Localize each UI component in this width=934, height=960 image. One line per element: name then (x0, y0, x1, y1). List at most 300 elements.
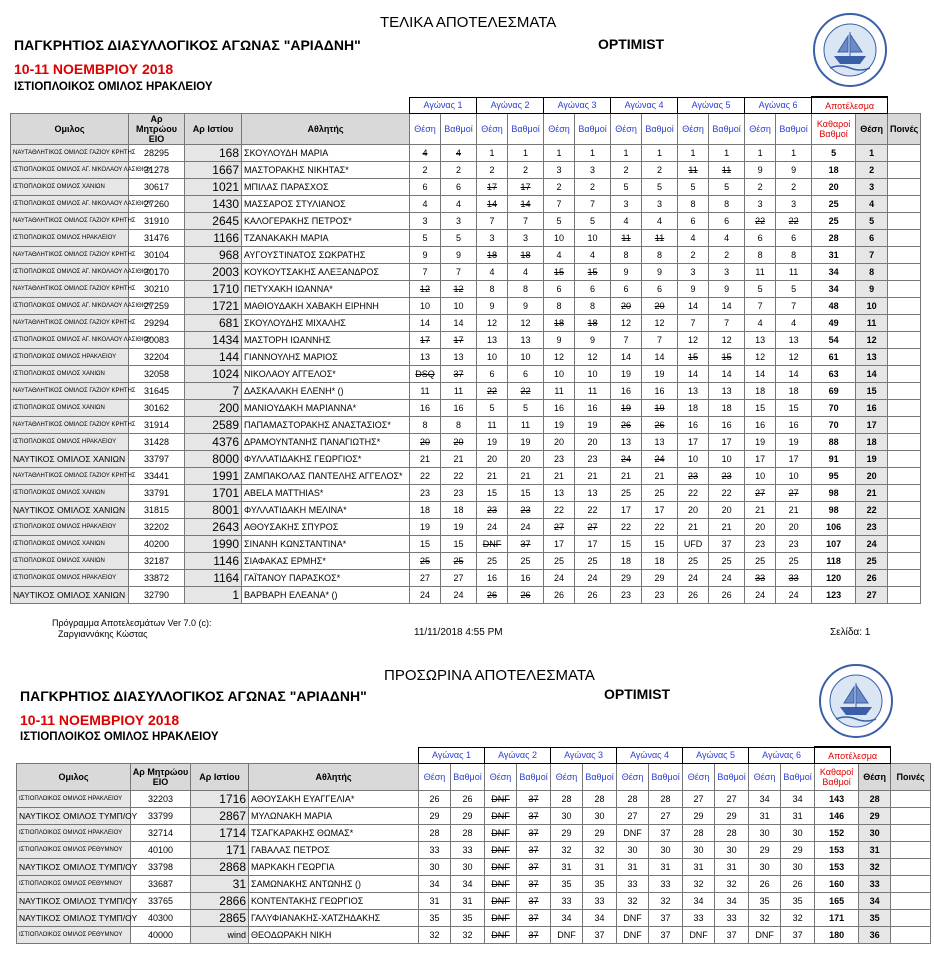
cell-race-place: 10 (410, 298, 441, 315)
cell-race-points: 26 (709, 587, 745, 604)
cell-race-points: 27 (575, 519, 611, 536)
cell-race-place: 6 (611, 281, 642, 298)
cell-penalties (888, 485, 921, 502)
cell-race-points: 24 (642, 451, 678, 468)
cell-race-points: 35 (583, 876, 617, 893)
cell-athlete: ΣΚΟΥΛΟΥΔΗ ΜΑΡΙΑ (242, 145, 410, 162)
cell-net: 48 (812, 298, 856, 315)
cell-race-points: 32 (583, 842, 617, 859)
cell-race-points: 7 (642, 332, 678, 349)
cell-race-points: 19 (508, 434, 544, 451)
cell-race-place: 3 (611, 196, 642, 213)
cell-race-points: 6 (642, 281, 678, 298)
cell-reg: 30162 (129, 400, 185, 417)
cell-race-points: 10 (776, 468, 812, 485)
cell-race-place: 12 (611, 315, 642, 332)
cell-race-place: 32 (683, 876, 715, 893)
cell-race-points: 29 (451, 808, 485, 825)
cell-club: ΙΣΤΙΟΠΛΟΙΚΟΣ ΟΜΙΛΟΣ ΡΕΘΥΜΝΟΥ (17, 876, 131, 893)
cell-race-points: 1 (776, 145, 812, 162)
cell-race-place: 3 (410, 213, 441, 230)
table-row (11, 468, 921, 485)
cell-race-points: 30 (583, 808, 617, 825)
table-row (17, 808, 931, 825)
cell-athlete: ΚΟΥΚΟΥΤΣΑΚΗΣ ΑΛΕΞΑΝΔΡΟΣ (242, 264, 410, 281)
cell-race-place: 11 (745, 264, 776, 281)
cell-race-points: 30 (451, 859, 485, 876)
cell-race-place: 27 (617, 808, 649, 825)
cell-race-place: 12 (410, 281, 441, 298)
cell-race-place: DSQ (410, 366, 441, 383)
cell-race-place: 5 (745, 281, 776, 298)
cell-sail: 2866 (191, 893, 249, 910)
cell-race-points: 19 (776, 434, 812, 451)
race-header: Αγώνας 5 (678, 97, 745, 114)
cell-race-place: 9 (410, 247, 441, 264)
cell-race-points: 13 (776, 332, 812, 349)
cell-race-points: 31 (451, 893, 485, 910)
cell-race-place: 18 (611, 553, 642, 570)
cell-race-points: 14 (508, 196, 544, 213)
cell-final-place: 3 (856, 179, 888, 196)
cell-sail: 1667 (185, 162, 242, 179)
cell-penalties (888, 298, 921, 315)
cell-race-place: 32 (419, 927, 451, 944)
cell-race-place: 12 (745, 349, 776, 366)
cell-sail: 1434 (185, 332, 242, 349)
cell-penalties (888, 162, 921, 179)
cell-penalties (888, 145, 921, 162)
cell-race-points: 1 (575, 145, 611, 162)
cell-race-points: 25 (642, 485, 678, 502)
cell-race-points: 24 (508, 519, 544, 536)
cell-race-points: 18 (642, 553, 678, 570)
cell-race-place: 8 (745, 247, 776, 264)
table-row (11, 451, 921, 468)
cell-race-points: 37 (517, 927, 551, 944)
cell-race-points: 15 (441, 536, 477, 553)
table-row (17, 893, 931, 910)
cell-final-place: 10 (856, 298, 888, 315)
cell-race-place: 33 (745, 570, 776, 587)
cell-race-points: 11 (575, 383, 611, 400)
cell-race-place: 22 (678, 485, 709, 502)
cell-race-points: 37 (781, 927, 815, 944)
cell-club: ΙΣΤΙΟΠΛΟΙΚΟΣ ΟΜΙΛΟΣ ΡΕΘΥΜΝΟΥ (17, 842, 131, 859)
race-header: Αγώνας 1 (410, 97, 477, 114)
footer-program-version: Πρόγραμμα Αποτελεσμάτων Ver 7.0 (c): (52, 618, 212, 628)
cell-club: ΝΑΥΤΑΘΛΗΤΙΚΟΣ ΟΜΙΛΟΣ ΓΑΖΙΟΥ ΚΡΗΤΗΣ (11, 247, 129, 264)
cell-race-place: 4 (477, 264, 508, 281)
cell-penalties (888, 417, 921, 434)
cell-club: ΙΣΤΙΟΠΛΟΙΚΟΣ ΟΜΙΛΟΣ ΑΓ. ΝΙΚΟΛΑΟΥ ΛΑΣΙΘΙΟΥ (11, 298, 129, 315)
table-row (17, 842, 931, 859)
cell-athlete: ΜΑΣΤΟΡΑΚΗΣ ΝΙΚΗΤΑΣ* (242, 162, 410, 179)
cell-race-place: 12 (544, 349, 575, 366)
cell-race-place: 2 (611, 162, 642, 179)
cell-race-points: 11 (642, 230, 678, 247)
table-row (11, 570, 921, 587)
cell-club: ΝΑΥΤΑΘΛΗΤΙΚΟΣ ΟΜΙΛΟΣ ΓΑΖΙΟΥ ΚΡΗΤΗΣ (11, 315, 129, 332)
cell-race-place: 1 (745, 145, 776, 162)
cell-reg: 32187 (129, 553, 185, 570)
cell-penalties (891, 791, 931, 808)
cell-final-place: 22 (856, 502, 888, 519)
col-points: Βαθμοί (776, 114, 812, 145)
cell-race-place: 5 (544, 213, 575, 230)
cell-race-points: 30 (781, 859, 815, 876)
cell-reg: 31645 (129, 383, 185, 400)
cell-race-place: 27 (544, 519, 575, 536)
cell-race-points: 18 (441, 502, 477, 519)
cell-race-points: 4 (776, 315, 812, 332)
cell-net: 18 (812, 162, 856, 179)
cell-reg: 31910 (129, 213, 185, 230)
cell-race-place: 4 (410, 196, 441, 213)
cell-net: 5 (812, 145, 856, 162)
cell-race-place: 19 (477, 434, 508, 451)
cell-race-place: 8 (611, 247, 642, 264)
cell-race-points: 37 (649, 927, 683, 944)
cell-race-points: 15 (575, 264, 611, 281)
cell-race-points: 16 (642, 383, 678, 400)
cell-race-points: 7 (776, 298, 812, 315)
cell-race-points: 25 (441, 553, 477, 570)
col-place: Θέση (551, 764, 583, 791)
cell-athlete: ΜΑΣΤΟΡΗ ΙΩΑΝΝΗΣ (242, 332, 410, 349)
cell-penalties (888, 366, 921, 383)
cell-race-points: 33 (649, 876, 683, 893)
cell-race-place: 17 (745, 451, 776, 468)
cell-sail: 2589 (185, 417, 242, 434)
table-row (17, 927, 931, 944)
boat-class: OPTIMIST (598, 36, 665, 52)
cell-race-place: 16 (410, 400, 441, 417)
cell-race-points: 37 (517, 825, 551, 842)
cell-net: 91 (812, 451, 856, 468)
cell-race-place: 4 (678, 230, 709, 247)
cell-athlete: ΣΙΝΑΝΗ ΚΩΝΣΤΑΝΤΙΝΑ* (242, 536, 410, 553)
cell-race-place: 24 (544, 570, 575, 587)
cell-race-points: 32 (715, 876, 749, 893)
cell-race-points: 7 (508, 213, 544, 230)
cell-penalties (888, 230, 921, 247)
cell-race-points: 23 (508, 502, 544, 519)
cell-race-place: 32 (551, 842, 583, 859)
cell-sail: 2865 (191, 910, 249, 927)
cell-race-points: 17 (575, 536, 611, 553)
cell-final-place: 15 (856, 383, 888, 400)
race-header: Αγώνας 2 (485, 747, 551, 764)
cell-final-place: 17 (856, 417, 888, 434)
cell-race-place: 1 (477, 145, 508, 162)
cell-race-points: 37 (508, 536, 544, 553)
cell-race-place: 8 (477, 281, 508, 298)
table-row (17, 910, 931, 927)
cell-race-place: 3 (678, 264, 709, 281)
cell-final-place: 4 (856, 196, 888, 213)
cell-reg: 32058 (129, 366, 185, 383)
cell-sail: 968 (185, 247, 242, 264)
cell-race-points: 9 (508, 298, 544, 315)
race-header: Αγώνας 4 (611, 97, 678, 114)
cell-race-points: 37 (517, 910, 551, 927)
table-row (11, 281, 921, 298)
cell-race-place: 19 (410, 519, 441, 536)
footer-page: Σελίδα: 1 (830, 627, 871, 638)
cell-race-points: 4 (642, 213, 678, 230)
cell-final-place: 9 (856, 281, 888, 298)
cell-club: ΝΑΥΤΙΚΟΣ ΟΜΙΛΟΣ ΤΥΜΠ/ΟΥ (17, 808, 131, 825)
col-place: Θέση (410, 114, 441, 145)
cell-race-place: 7 (544, 196, 575, 213)
cell-race-place: 12 (678, 332, 709, 349)
cell-race-points: 4 (575, 247, 611, 264)
cell-race-points: 5 (441, 230, 477, 247)
cell-race-points: 30 (781, 825, 815, 842)
cell-final-place: 12 (856, 332, 888, 349)
cell-race-place: 25 (410, 553, 441, 570)
cell-sail: 1716 (191, 791, 249, 808)
cell-race-place: 30 (749, 859, 781, 876)
cell-race-place: 23 (544, 451, 575, 468)
cell-race-place: 26 (749, 876, 781, 893)
cell-race-points: 21 (709, 519, 745, 536)
cell-race-place: 19 (745, 434, 776, 451)
cell-race-place: 10 (745, 468, 776, 485)
cell-race-points: 37 (649, 825, 683, 842)
cell-race-points: 8 (709, 196, 745, 213)
cell-race-place: 18 (678, 400, 709, 417)
cell-final-place: 31 (859, 842, 891, 859)
cell-race-points: 3 (441, 213, 477, 230)
cell-race-points: 10 (441, 298, 477, 315)
cell-race-points: 25 (508, 553, 544, 570)
cell-race-place: DNF (485, 791, 517, 808)
cell-race-place: 2 (410, 162, 441, 179)
cell-race-place: 31 (749, 808, 781, 825)
cell-race-place: 15 (410, 536, 441, 553)
cell-race-points: 3 (776, 196, 812, 213)
cell-penalties (888, 400, 921, 417)
cell-race-points: 37 (517, 859, 551, 876)
cell-race-points: 28 (649, 791, 683, 808)
cell-race-points: 31 (715, 859, 749, 876)
cell-net: 118 (812, 553, 856, 570)
cell-race-points: 37 (517, 876, 551, 893)
cell-race-points: 34 (715, 893, 749, 910)
cell-race-place: 2 (477, 162, 508, 179)
cell-final-place: 16 (856, 400, 888, 417)
cell-race-points: 35 (781, 893, 815, 910)
cell-race-points: 17 (441, 332, 477, 349)
cell-race-points: 14 (776, 366, 812, 383)
cell-sail: 171 (191, 842, 249, 859)
cell-race-points: 18 (776, 383, 812, 400)
cell-race-place: DNF (485, 927, 517, 944)
cell-final-place: 33 (859, 876, 891, 893)
cell-race-points: 13 (441, 349, 477, 366)
col-penalties: Ποινές (891, 764, 931, 791)
cell-race-points: 6 (709, 213, 745, 230)
cell-race-points: 11 (441, 383, 477, 400)
cell-race-place: DNF (485, 893, 517, 910)
cell-reg: 33441 (129, 468, 185, 485)
event-title-2: ΠΑΓΚΡΗΤΙΟΣ ΔΙΑΣΥΛΛΟΓΙΚΟΣ ΑΓΩΝΑΣ "ΑΡΙΑΔΝΗ" (20, 688, 367, 704)
cell-club: ΝΑΥΤΑΘΛΗΤΙΚΟΣ ΟΜΙΛΟΣ ΓΑΖΙΟΥ ΚΡΗΤΗΣ (11, 468, 129, 485)
cell-reg: 32790 (129, 587, 185, 604)
cell-race-place: 16 (544, 400, 575, 417)
cell-race-place: 21 (544, 468, 575, 485)
cell-race-points: 16 (508, 570, 544, 587)
cell-reg: 40000 (131, 927, 191, 944)
cell-sail: 1430 (185, 196, 242, 213)
table-row (11, 553, 921, 570)
cell-sail: 1701 (185, 485, 242, 502)
cell-race-points: 37 (441, 366, 477, 383)
cell-race-place: 35 (419, 910, 451, 927)
cell-race-points: 7 (709, 315, 745, 332)
cell-race-place: 5 (410, 230, 441, 247)
cell-race-points: 17 (709, 434, 745, 451)
race-header: Αγώνας 1 (419, 747, 485, 764)
race-header-row (17, 747, 931, 764)
col-club: Ομιλος (11, 114, 129, 145)
cell-club: ΙΣΤΙΟΠΛΟΙΚΟΣ ΟΜΙΛΟΣ ΧΑΝΙΩΝ (11, 179, 129, 196)
cell-net: 34 (812, 264, 856, 281)
cell-club: ΝΑΥΤΙΚΟΣ ΟΜΙΛΟΣ ΧΑΝΙΩΝ (11, 451, 129, 468)
cell-final-place: 36 (859, 927, 891, 944)
result-header: Αποτέλεσμα (815, 747, 891, 764)
cell-reg: 27259 (129, 298, 185, 315)
cell-race-place: 9 (678, 281, 709, 298)
cell-sail: 2868 (191, 859, 249, 876)
cell-club: ΙΣΤΙΟΠΛΟΙΚΟΣ ΟΜΙΛΟΣ ΗΡΑΚΛΕΙΟΥ (11, 434, 129, 451)
cell-race-points: 18 (575, 315, 611, 332)
cell-race-place: 30 (551, 808, 583, 825)
cell-penalties (888, 196, 921, 213)
cell-race-place: 10 (477, 349, 508, 366)
cell-race-points: 24 (776, 587, 812, 604)
cell-race-points: 27 (776, 485, 812, 502)
cell-race-points: 27 (715, 791, 749, 808)
cell-race-place: 20 (611, 298, 642, 315)
cell-race-place: 29 (611, 570, 642, 587)
organizer: ΙΣΤΙΟΠΛΟΙΚΟΣ ΟΜΙΛΟΣ ΗΡΑΚΛΕΙΟΥ (14, 81, 213, 93)
cell-sail: 144 (185, 349, 242, 366)
cell-athlete: ΓΑΪΤΑΝΟΥ ΠΑΡΑΣΚΟΣ* (242, 570, 410, 587)
cell-race-points: 34 (451, 876, 485, 893)
cell-race-points: 8 (441, 417, 477, 434)
cell-race-points: 35 (451, 910, 485, 927)
cell-race-place: 34 (683, 893, 715, 910)
cell-race-points: 9 (642, 264, 678, 281)
cell-race-place: 15 (477, 485, 508, 502)
cell-penalties (888, 468, 921, 485)
cell-race-place: 19 (611, 400, 642, 417)
cell-athlete: ΤΖΑΝΑΚΑΚΗ ΜΑΡΙΑ (242, 230, 410, 247)
cell-race-place: 20 (544, 434, 575, 451)
cell-reg: 33765 (131, 893, 191, 910)
cell-race-place: 23 (410, 485, 441, 502)
col-reg: Αρ Μητρώου ΕΙΟ (129, 114, 185, 145)
cell-race-place: 26 (544, 587, 575, 604)
cell-race-points: 21 (508, 468, 544, 485)
col-points: Βαθμοί (649, 764, 683, 791)
cell-race-place: 1 (611, 145, 642, 162)
event-title: ΠΑΓΚΡΗΤΙΟΣ ΔΙΑΣΥΛΛΟΓΙΚΟΣ ΑΓΩΝΑΣ "ΑΡΙΑΔΝΗ" (14, 37, 361, 53)
cell-reg: 31428 (129, 434, 185, 451)
table-row (17, 791, 931, 808)
cell-race-place: 15 (544, 264, 575, 281)
cell-race-place: 9 (544, 332, 575, 349)
cell-club: ΙΣΤΙΟΠΛΟΙΚΟΣ ΟΜΙΛΟΣ ΧΑΝΙΩΝ (11, 536, 129, 553)
cell-athlete: ΣΙΑΦΑΚΑΣ ΕΡΜΗΣ* (242, 553, 410, 570)
cell-penalties (888, 519, 921, 536)
status-title-provisional: ΠΡΟΣΩΡΙΝΑ ΑΠΟΤΕΛΕΣΜΑΤΑ (384, 667, 595, 684)
cell-athlete: ΓΑΛΥΦΙΑΝΑΚΗΣ-ΧΑΤΖΗΔΑΚΗΣ (249, 910, 419, 927)
cell-race-place: 5 (611, 179, 642, 196)
cell-race-place: 21 (477, 468, 508, 485)
cell-race-place: 28 (551, 791, 583, 808)
cell-race-points: 13 (575, 485, 611, 502)
cell-net: 171 (815, 910, 859, 927)
cell-race-place: 30 (749, 825, 781, 842)
table-row (11, 179, 921, 196)
cell-club: ΝΑΥΤΙΚΟΣ ΟΜΙΛΟΣ ΧΑΝΙΩΝ (11, 502, 129, 519)
cell-race-points: 6 (508, 366, 544, 383)
cell-race-points: 31 (649, 859, 683, 876)
cell-sail: 1146 (185, 553, 242, 570)
table-row (11, 196, 921, 213)
cell-race-points: 4 (709, 230, 745, 247)
cell-race-points: 21 (642, 468, 678, 485)
cell-race-points: 26 (451, 791, 485, 808)
cell-race-place: 9 (745, 162, 776, 179)
cell-race-place: UFD (678, 536, 709, 553)
cell-sail: 2645 (185, 213, 242, 230)
cell-club: ΝΑΥΤΙΚΟΣ ΟΜΙΛΟΣ ΤΥΜΠ/ΟΥ (17, 859, 131, 876)
cell-reg: 31476 (129, 230, 185, 247)
cell-race-place: DNF (485, 910, 517, 927)
cell-club: ΝΑΥΤΙΚΟΣ ΟΜΙΛΟΣ ΧΑΝΙΩΝ (11, 587, 129, 604)
cell-race-place: 22 (477, 383, 508, 400)
cell-race-points: 25 (575, 553, 611, 570)
cell-race-place: 11 (410, 383, 441, 400)
cell-race-place: 29 (419, 808, 451, 825)
col-athlete: Αθλητής (242, 114, 410, 145)
cell-race-place: 26 (611, 417, 642, 434)
cell-race-place: 4 (410, 145, 441, 162)
cell-race-points: 5 (776, 281, 812, 298)
cell-final-place: 35 (859, 910, 891, 927)
cell-penalties (888, 281, 921, 298)
cell-race-place: 20 (477, 451, 508, 468)
cell-race-place: 31 (419, 893, 451, 910)
cell-race-points: 21 (441, 451, 477, 468)
cell-race-points: 37 (715, 927, 749, 944)
cell-race-points: 27 (649, 808, 683, 825)
cell-reg: 32202 (129, 519, 185, 536)
cell-club: ΙΣΤΙΟΠΛΟΙΚΟΣ ΟΜΙΛΟΣ ΗΡΑΚΛΕΙΟΥ (11, 570, 129, 587)
cell-sail: 4376 (185, 434, 242, 451)
cell-club: ΝΑΥΤΙΚΟΣ ΟΜΙΛΟΣ ΤΥΜΠ/ΟΥ (17, 910, 131, 927)
cell-net: 143 (815, 791, 859, 808)
cell-race-points: 4 (441, 145, 477, 162)
cell-race-points: 33 (715, 910, 749, 927)
cell-penalties (891, 825, 931, 842)
cell-race-place: 1 (544, 145, 575, 162)
